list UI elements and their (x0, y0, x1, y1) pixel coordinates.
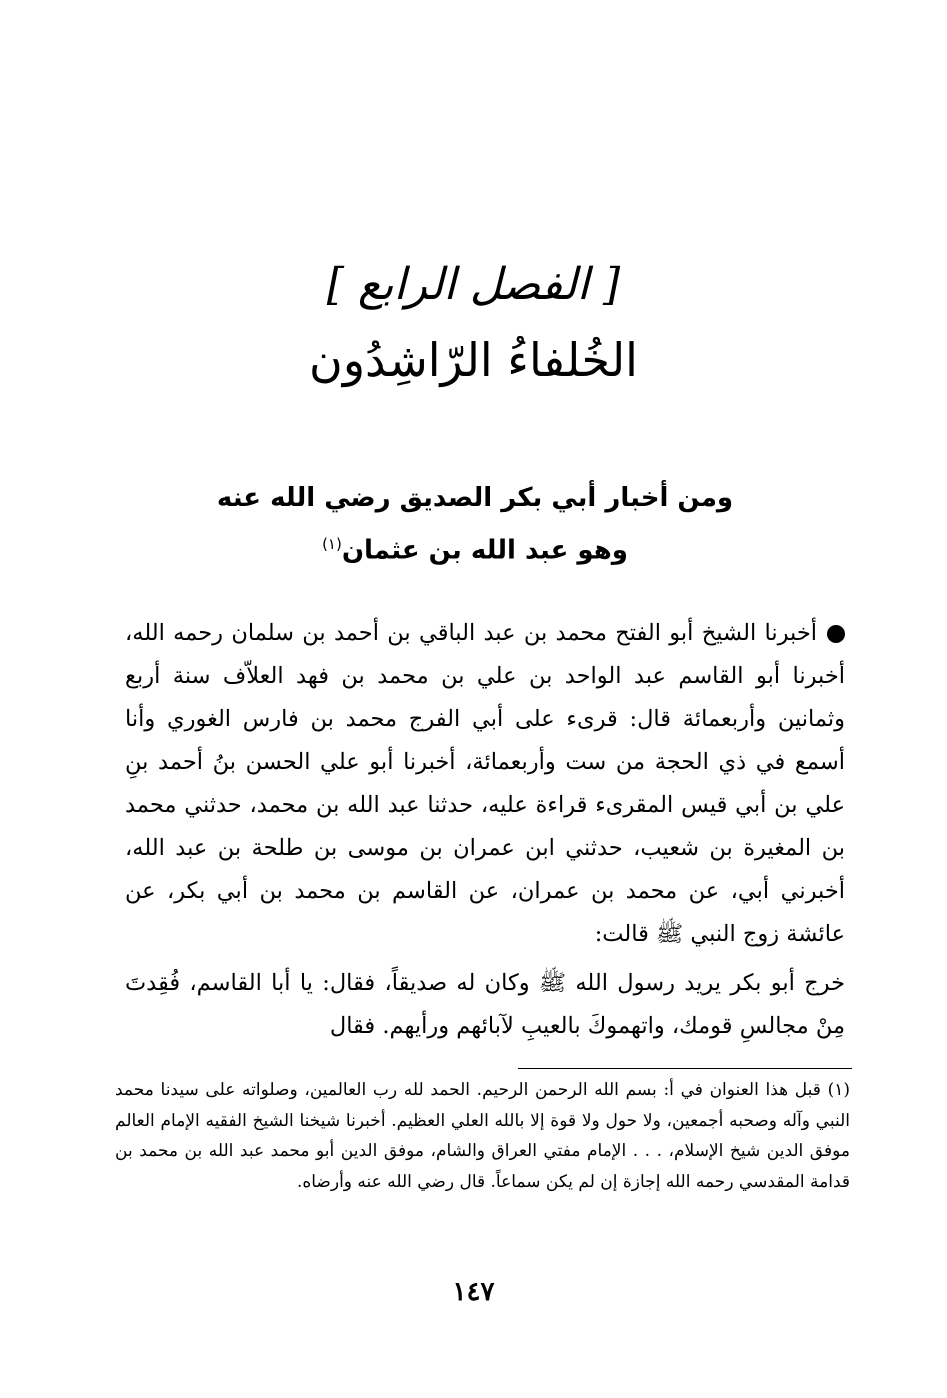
section-title-line-1: ومن أخبار أبي بكر الصديق رضي الله عنه (216, 483, 734, 513)
paragraph (125, 612, 845, 956)
page-number: ١٤٧ (452, 1277, 495, 1307)
chapter-title: الخُلفاءُ الرّاشِدُون (309, 333, 638, 387)
body-text (125, 612, 845, 1048)
paragraph: خرج أبو بكر يريد رسول الله ﷺ وكان له صديقاً، فقال: يا أبا القاسم، فُقِدتَ مِنْ مجالسِ قومك، واتهموكَ بالعيبِ لآبائهم ورأيهم. فقال (125, 970, 845, 1039)
section-title (150, 475, 800, 574)
footnote-marker: (١) (322, 535, 342, 553)
section-title-line-2 (150, 521, 800, 574)
section-title-line-2-text: وهو عبد الله بن عثمان (341, 535, 628, 566)
paragraph-1-text: أخبرنا الشيخ أبو الفتح محمد بن عبد الباقي بن أحمد بن سلمان رحمه الله، أخبرنا أبو القاسم عبد الواحد بن علي بن محمد بن فهد العلاّف سنة أربع وثمانين وأربعمائة قال: قرىء على أبي الفرج محمد بن فارس الغوري وأنا أسمع في ذي الحجة من ست وأربعمائة، أخبرنا أبو علي الحسن بنُ أحمد بنِ علي بن أبي قيس المقرىء قراءة عليه، حدثنا عبد الله بن محمد، حدثني محمد بن المغيرة بن شعيب، حدثني ابن عمران بن موسى بن طلحة بن عبد الله، أخبرني أبي، عن محمد بن عمران، عن القاسم بن محمد بن أبي بكر، عن عائشة زوج النبي ﷺ قالت: (125, 620, 846, 947)
chapter-label: [ الفصل الرابع ] (326, 259, 621, 310)
footnote (115, 1075, 850, 1197)
bullet-icon (827, 625, 845, 643)
footnote-divider (518, 1068, 852, 1069)
footnote-text: (١) قبل هذا العنوان في أ: بسم الله الرحمن الرحيم. الحمد لله رب العالمين، وصلواته على سيدنا محمد النبي وآله وصحبه أجمعين، ولا حول ولا قوة إلا بالله العلي العظيم. أخبرنا شيخنا الشيخ الفقيه الإمام العالم موفق الدين شيخ الإسلام، . . . الإمام مفتي العراق والشام، موفق الدين أبو محمد عبد الله بن محمد بن قدامة المقدسي رحمه الله إجازة إن لم يكن سماعاً. قال رضي الله عنه وأرضاه. (115, 1080, 850, 1192)
